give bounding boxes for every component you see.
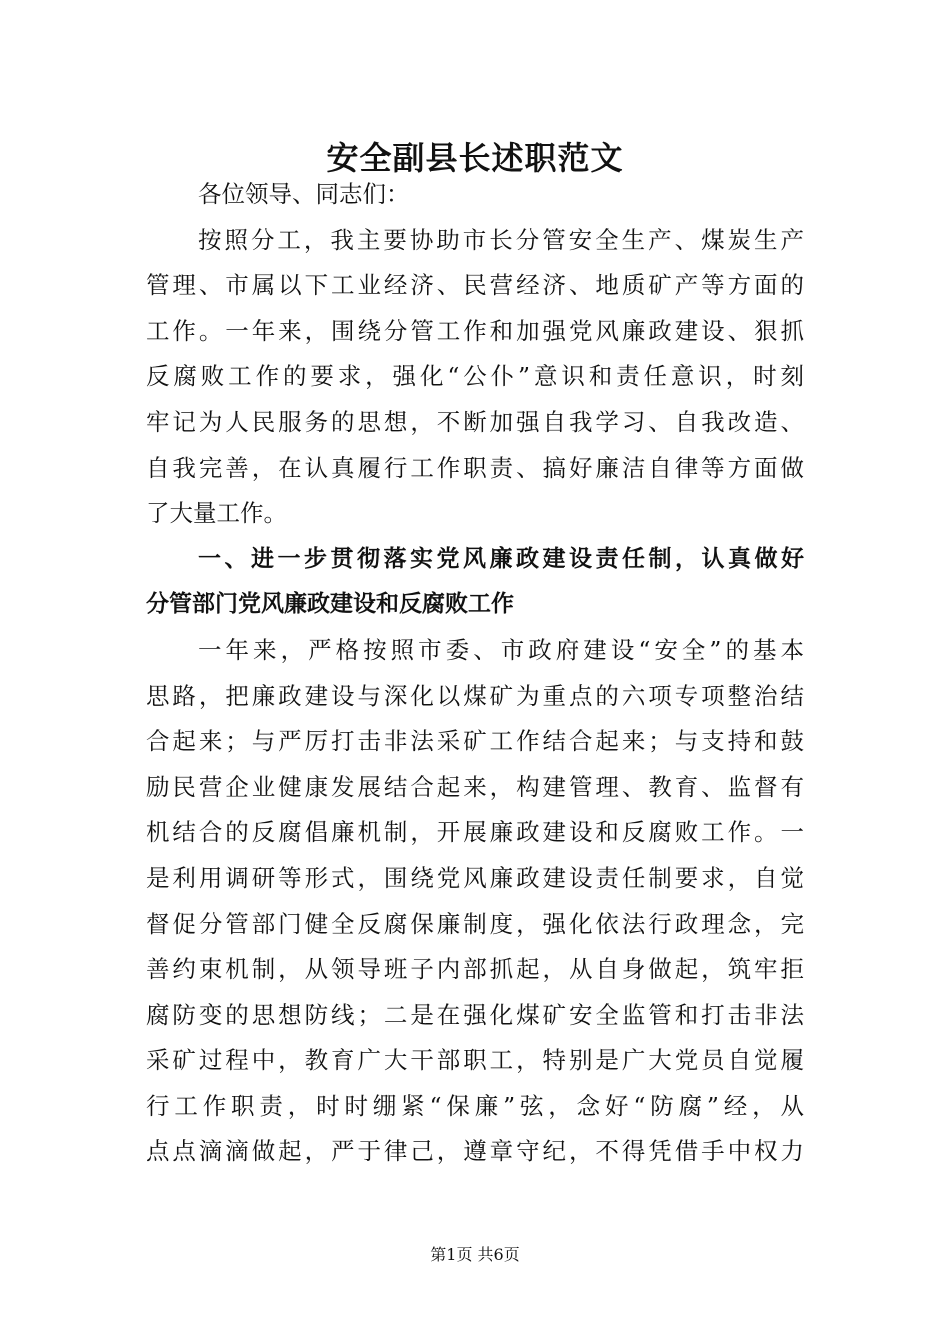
section-heading-line: 一、进一步贯彻落实党风廉政建设责任制，认真做好 [198,545,804,572]
body-text-line: 管理、市属以下工业经济、民营经济、地质矿产等方面的 [146,271,804,300]
body-text-line: 是利用调研等形式，围绕党风廉政建设责任制要求，自觉 [146,863,804,892]
page-number-footer: 第1页 共6页 [430,1245,520,1264]
body-text-line: 点点滴滴做起，严于律己，遵章守纪，不得凭借手中权力 [146,1137,804,1166]
section-heading-line: 分管部门党风廉政建设和反腐败工作 [146,591,514,618]
body-text-line: 机结合的反腐倡廉机制，开展廉政建设和反腐败工作。一 [146,818,804,847]
body-text-line: 一年来，严格按照市委、市政府建设“安全”的基本 [198,635,804,664]
body-text-line: 励民营企业健康发展结合起来，构建管理、教育、监督有 [146,772,804,801]
body-text-line: 行工作职责，时时绷紧“保廉”弦，念好“防腐”经，从 [146,1091,804,1120]
body-text-line: 自我完善，在认真履行工作职责、搞好廉洁自律等方面做 [146,453,804,482]
document-body [146,172,804,1175]
body-text-line: 合起来；与严厉打击非法采矿工作结合起来；与支持和鼓 [146,727,804,756]
body-text-line: 督促分管部门健全反腐保廉制度，强化依法行政理念，完 [146,909,804,938]
body-text-line: 了大量工作。 [146,499,287,528]
body-text-line: 工作。一年来，围绕分管工作和加强党风廉政建设、狠抓 [146,316,804,345]
body-text-line: 腐防变的思想防线；二是在强化煤矿安全监管和打击非法 [146,1000,804,1029]
body-text-line: 采矿过程中，教育广大干部职工，特别是广大党员自觉履 [146,1046,804,1075]
body-text-line: 各位领导、同志们： [198,180,410,208]
body-text-line: 牢记为人民服务的思想，不断加强自我学习、自我改造、 [146,407,804,436]
document-title: 安全副县长述职范文 [326,139,624,177]
body-text-line: 按照分工，我主要协助市长分管安全生产、煤炭生产 [198,225,804,254]
body-text-line: 善约束机制，从领导班子内部抓起，从自身做起，筑牢拒 [146,955,804,984]
body-text-line: 反腐败工作的要求，强化“公仆”意识和责任意识，时刻 [146,362,804,391]
body-text-line: 思路，把廉政建设与深化以煤矿为重点的六项专项整治结 [146,681,804,710]
